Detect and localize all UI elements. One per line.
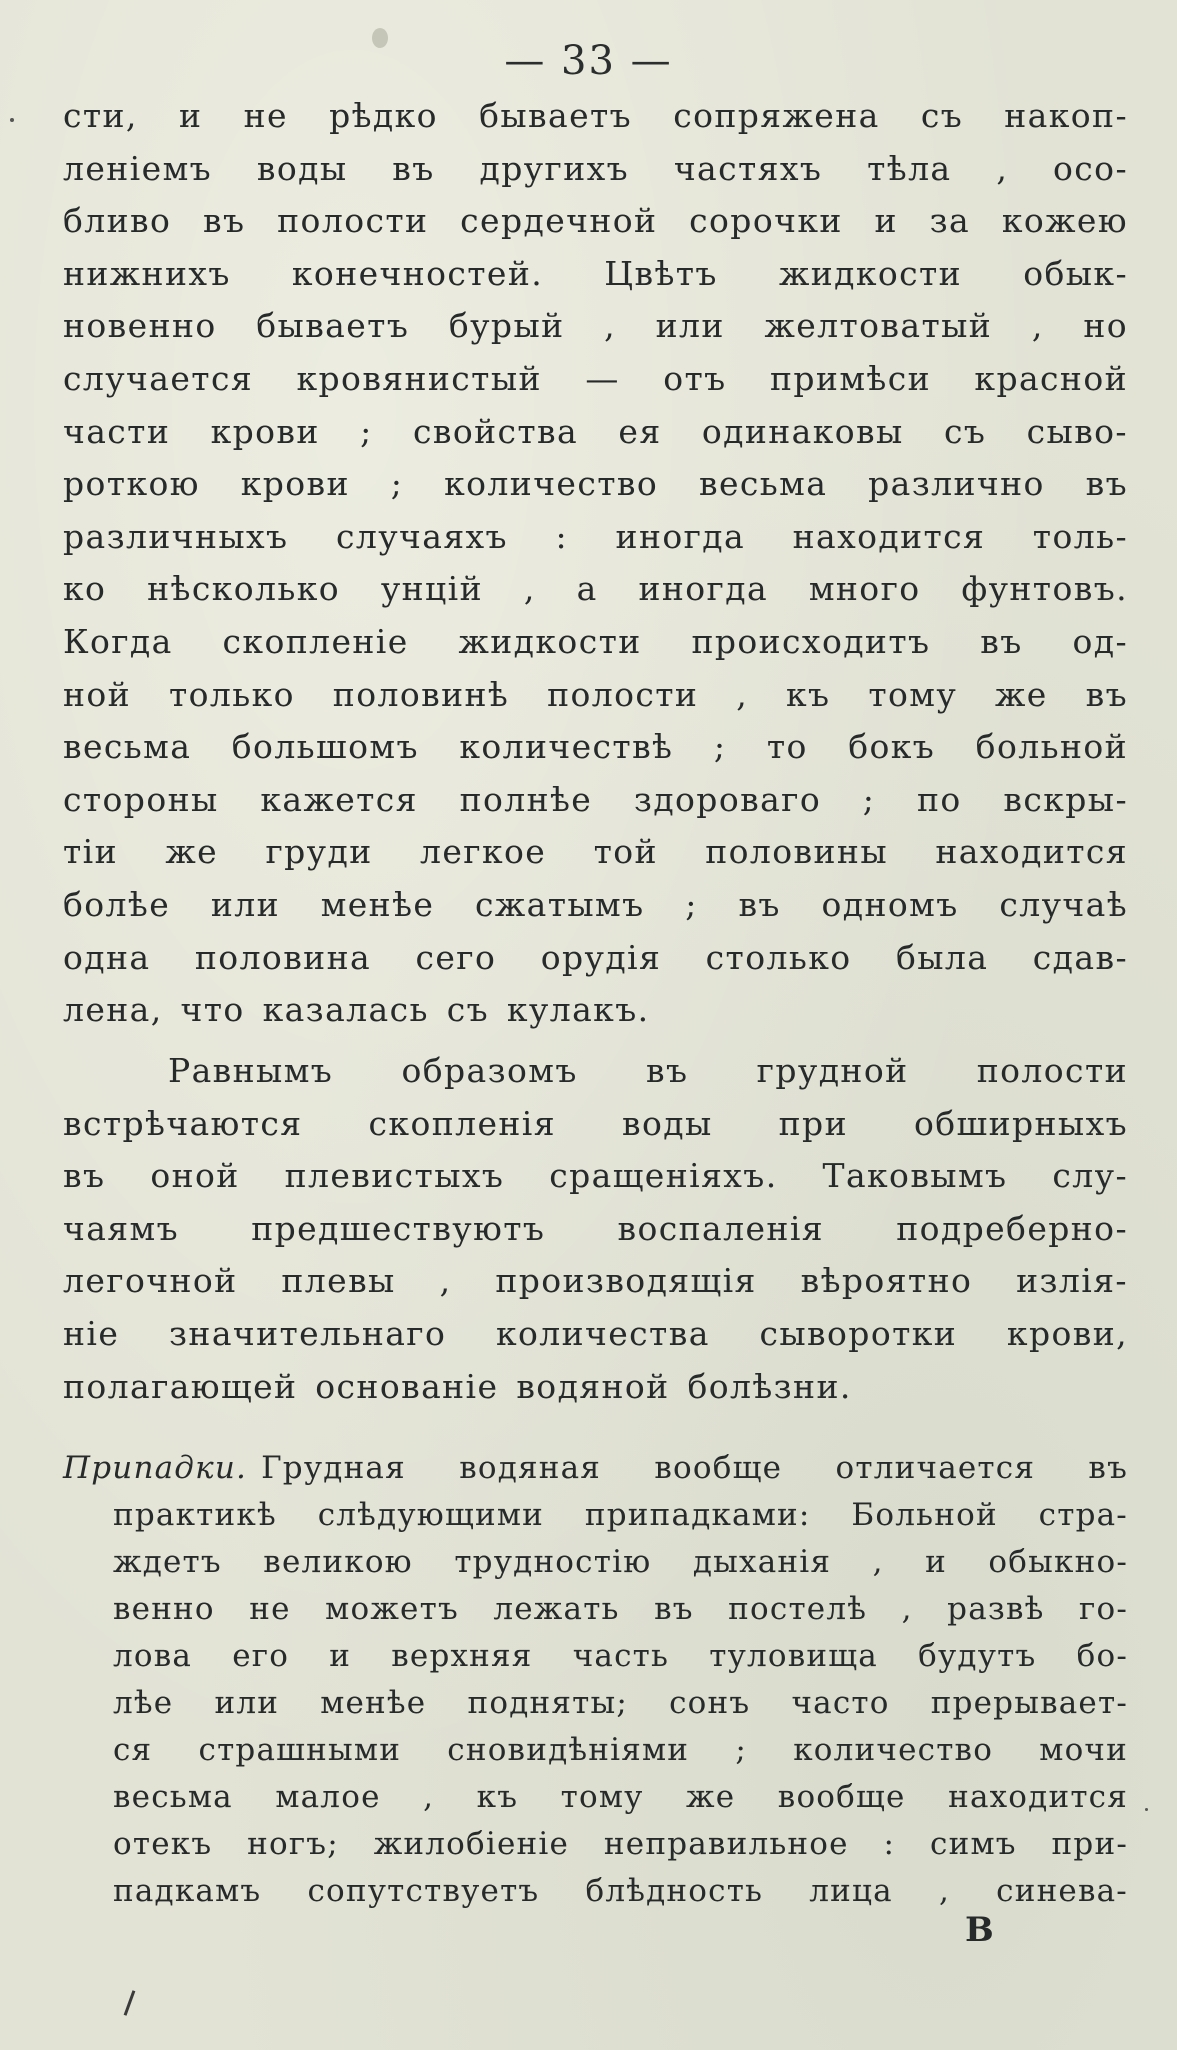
text-line: отекъ ногъ; жилобіеніе неправильное : симъ при- bbox=[113, 1826, 1128, 1862]
text-line: ся страшными сновидѣніями ; количество мочи bbox=[113, 1732, 1128, 1768]
text-line: весьма большомъ количествѣ ; то бокъ больной bbox=[63, 727, 1128, 767]
text-line: сти, и не рѣдко бываетъ сопряжена съ накоп- bbox=[63, 96, 1128, 135]
page-number: — 33 — bbox=[504, 38, 673, 84]
text-line: различныхъ случаяхъ : иногда находится толь- bbox=[63, 516, 1128, 556]
text-line: падкамъ сопутствуетъ блѣдность лица , синева- bbox=[113, 1873, 1128, 1909]
text-line: роткою крови ; количество весьма различно въ bbox=[63, 464, 1128, 504]
pencil-mark bbox=[124, 1990, 136, 2015]
text-line: лова его и верхняя часть туловища будутъ бо- bbox=[113, 1638, 1128, 1674]
text-line: одна половина сего орудія столько была сдав- bbox=[63, 937, 1128, 977]
text-line: Когда скопленіе жидкости происходитъ въ од- bbox=[63, 621, 1128, 661]
paragraph-1 bbox=[63, 90, 1128, 1037]
signature-mark: В bbox=[965, 1910, 994, 1950]
text-line: Равнымъ образомъ въ грудной полости bbox=[168, 1051, 1128, 1090]
text-line: лѣе или менѣе подняты; сонъ часто прерывает- bbox=[113, 1685, 1128, 1721]
text-line: въ оной плевистыхъ сращеніяхъ. Таковымъ слу- bbox=[63, 1156, 1128, 1196]
text-line: практикѣ слѣдующими припадками: Больной стра- bbox=[113, 1497, 1128, 1533]
text-line: болѣе или менѣе сжатымъ ; въ одномъ случаѣ bbox=[63, 884, 1128, 924]
margin-speck bbox=[10, 118, 14, 122]
text-line: леніемъ воды въ другихъ частяхъ тѣла , осо- bbox=[63, 148, 1128, 188]
text-line: случается кровянистый — отъ примѣси красной bbox=[63, 358, 1128, 398]
text-line: лена, что казалась съ кулакъ. bbox=[63, 990, 650, 1030]
text-line: полагающей основаніе водяной болѣзни. bbox=[63, 1366, 852, 1406]
text-line: ждетъ великою трудностію дыханія , и обыкно- bbox=[113, 1544, 1128, 1580]
text-line: нижнихъ конечностей. Цвѣтъ жидкости обык- bbox=[63, 253, 1128, 293]
text-line-body: Грудная водяная вообще отличается въ bbox=[261, 1450, 1128, 1486]
text-line: ніе значительнаго количества сыворотки крови, bbox=[63, 1313, 1128, 1353]
text-line: стороны кажется полнѣе здороваго ; по вскры- bbox=[63, 779, 1128, 819]
text-line: бливо въ полости сердечной сорочки и за кожею bbox=[63, 201, 1128, 241]
text-line: легочной плевы , производящія вѣроятно излія- bbox=[63, 1261, 1128, 1301]
symptoms-section bbox=[63, 1445, 1128, 1915]
text-line: венно не можетъ лежать въ постелѣ , развѣ го- bbox=[113, 1591, 1128, 1627]
text-line: весьма малое , къ тому же вообще находится bbox=[113, 1779, 1128, 1815]
side-heading: Припадки. bbox=[63, 1450, 248, 1486]
text-line: новенно бываетъ бурый , или желтоватый , но bbox=[63, 306, 1128, 346]
text-line: чаямъ предшествуютъ воспаленія подреберно- bbox=[63, 1208, 1128, 1248]
text-line bbox=[63, 1445, 1128, 1492]
text-line: части крови ; свойства ея одинаковы съ сыво- bbox=[63, 411, 1128, 451]
margin-speck bbox=[1145, 1808, 1148, 1811]
text-line: ной только половинѣ полости , къ тому же въ bbox=[63, 674, 1128, 714]
text-line: ко нѣсколько унцій , а иногда много фунтовъ. bbox=[63, 569, 1128, 609]
text-line: тіи же груди легкое той половины находится bbox=[63, 832, 1128, 872]
paragraph-2 bbox=[63, 1045, 1128, 1413]
text-line: встрѣчаются скопленія воды при обширныхъ bbox=[63, 1103, 1128, 1143]
